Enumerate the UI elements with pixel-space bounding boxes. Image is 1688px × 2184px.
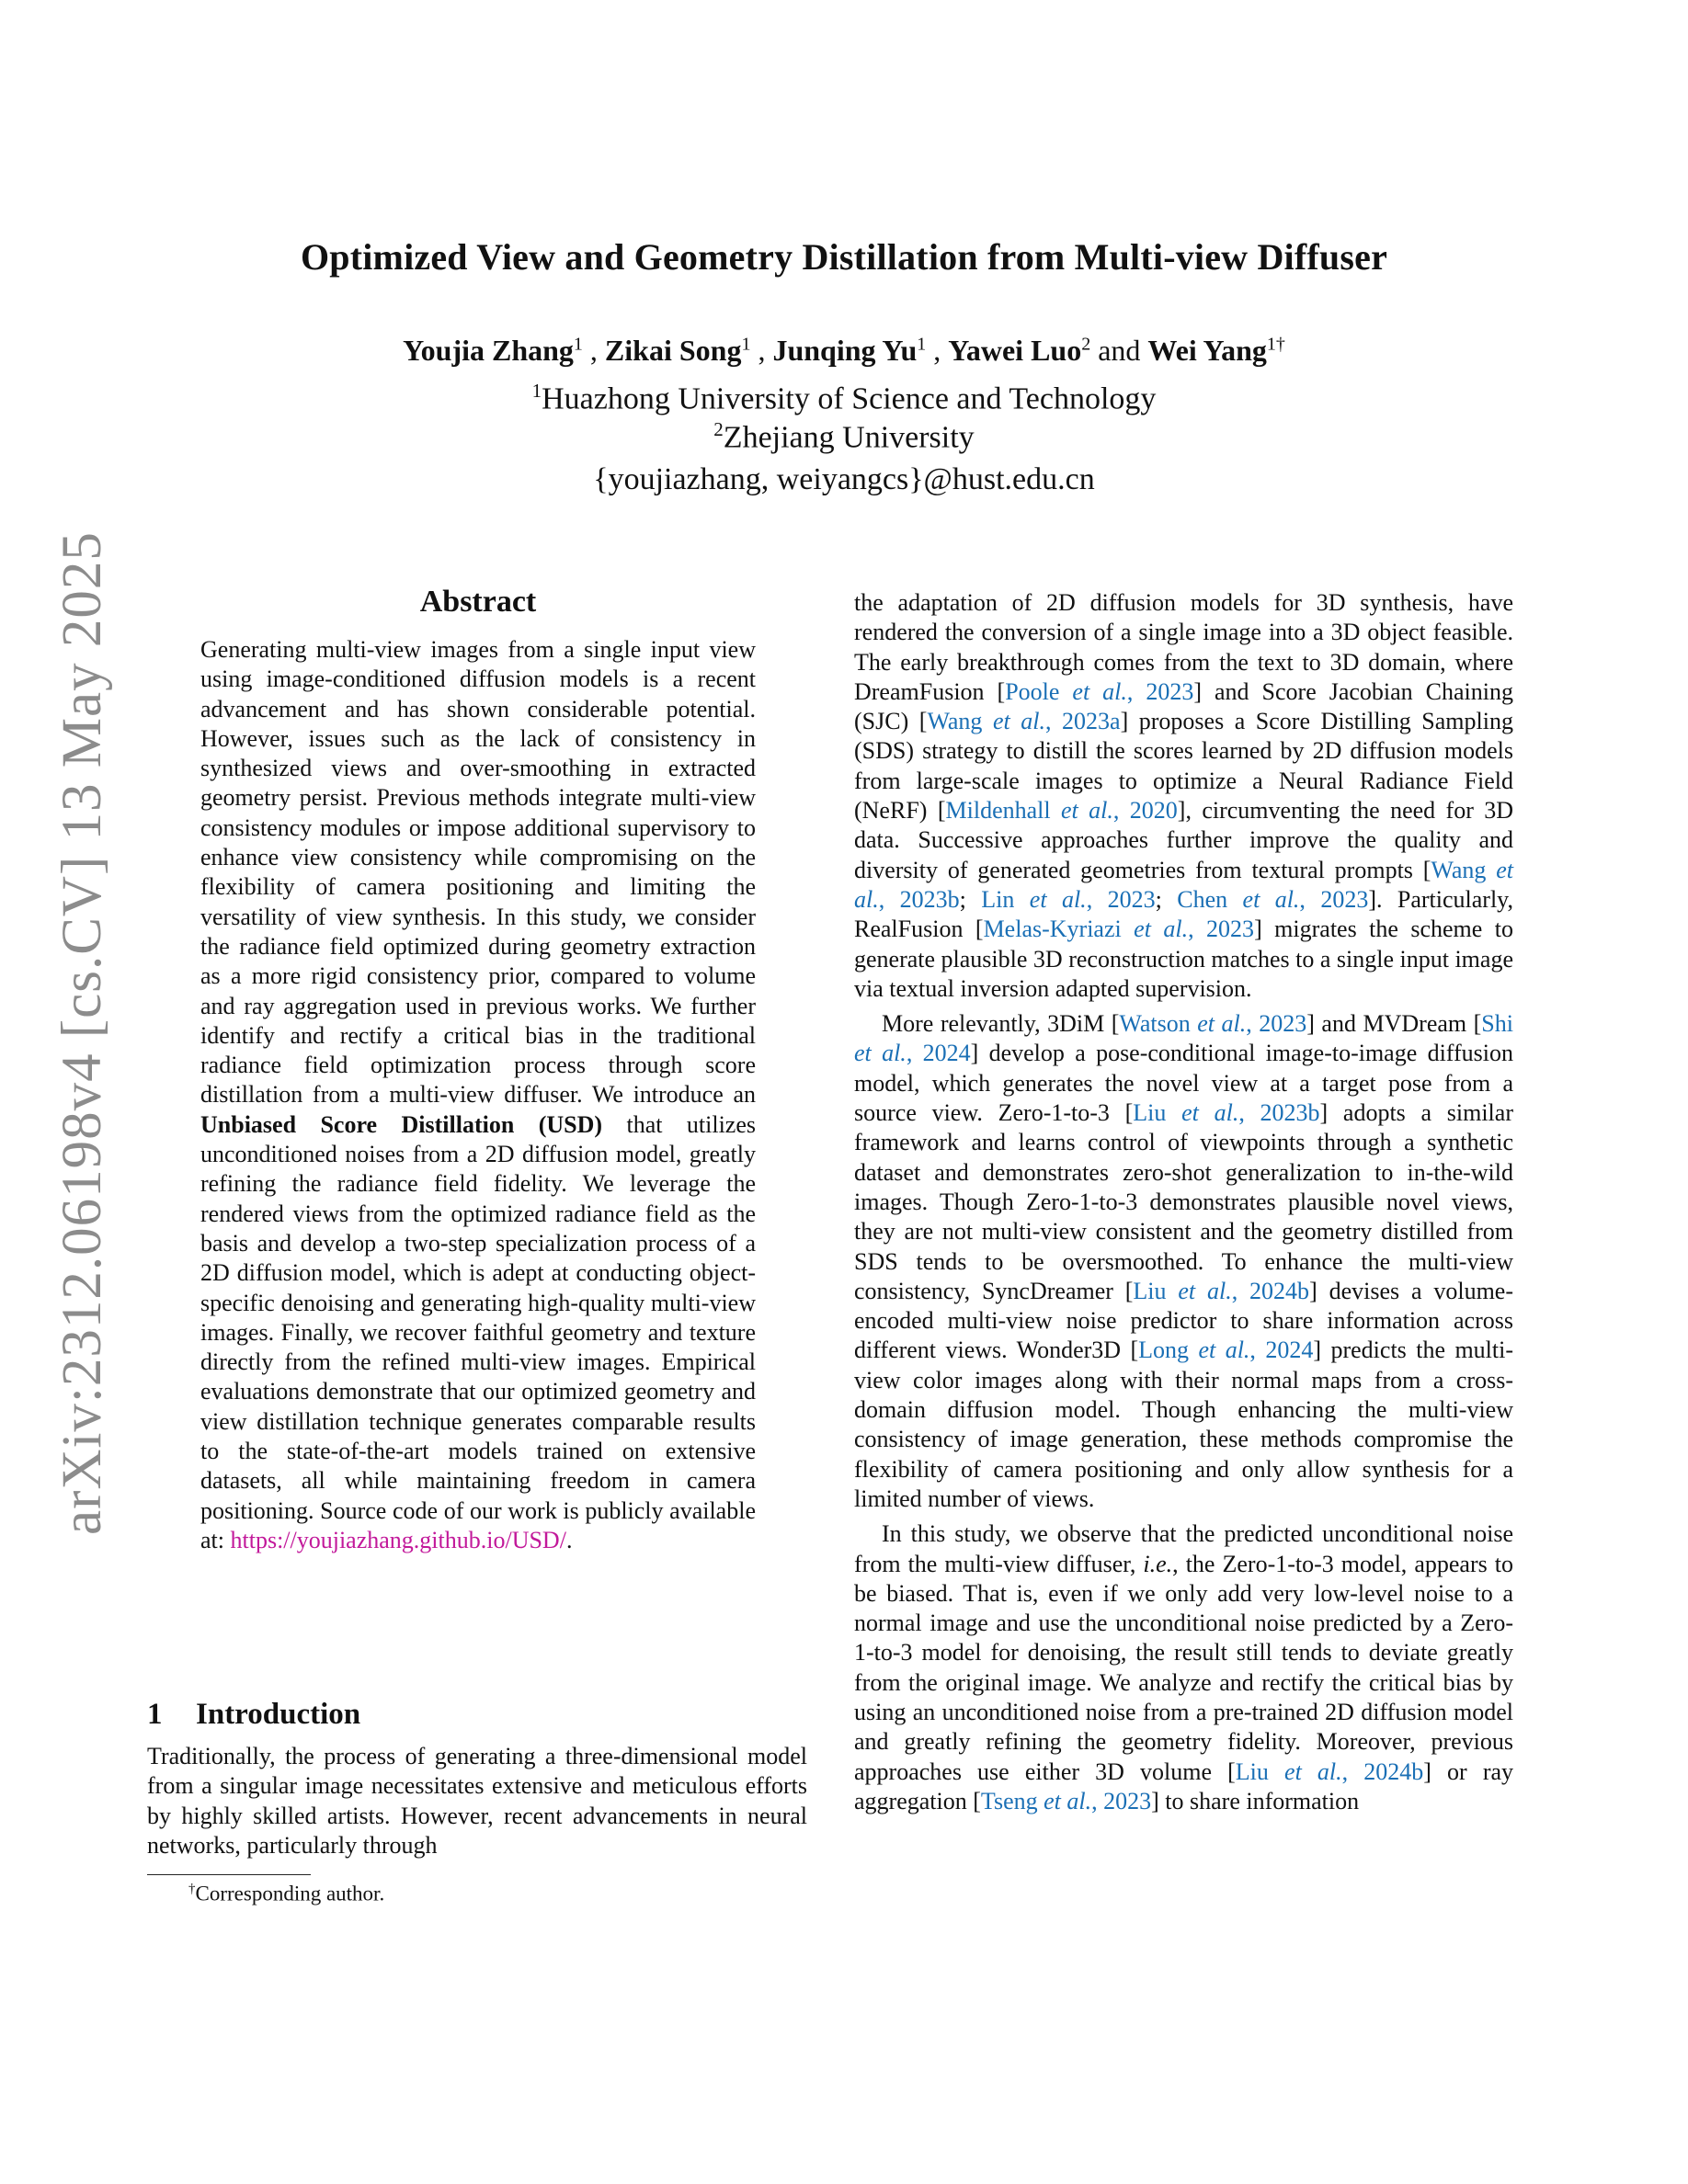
arxiv-identifier: arXiv:2312.06198v4 [cs.CV] 13 May 2025 xyxy=(51,531,113,1535)
abstract-body xyxy=(200,635,756,1555)
author-affiliation-mark: 1 xyxy=(573,334,583,355)
author-name: Zikai Song xyxy=(604,334,742,367)
citation-link[interactable]: et al. xyxy=(1197,1010,1247,1038)
citation-link[interactable]: , 2023 xyxy=(1188,916,1255,943)
citation-link[interactable]: et al. xyxy=(1181,1099,1239,1127)
citation-link[interactable]: , 2023 xyxy=(1126,677,1194,705)
author-name: Wei Yang xyxy=(1147,334,1267,367)
citation-link[interactable]: , 2023b xyxy=(878,885,960,913)
text-run: ] and Score Jacobian Chaining (SJC) [ xyxy=(854,677,1513,735)
affiliation-1-mark: 1 xyxy=(531,380,542,402)
citation-link[interactable]: et al. xyxy=(1061,797,1113,825)
footnote-text: Corresponding author. xyxy=(195,1882,385,1905)
citation-link[interactable]: Liu xyxy=(1133,1099,1182,1127)
right-paragraph-3 xyxy=(854,1519,1513,1816)
text-run: ] and MVDream [ xyxy=(1306,1010,1482,1038)
citation-link[interactable]: , 2023b xyxy=(1238,1099,1320,1127)
citation-link[interactable]: et al. xyxy=(1072,677,1127,705)
citation-link[interactable]: et al. xyxy=(992,708,1045,735)
citation-link[interactable]: , 2023 xyxy=(1091,1787,1152,1814)
introduction-text xyxy=(147,1742,807,1860)
text-run: ] predicts the multi-view color images along with their normal maps from a cross-domain diffusion model. Though enhancing the multi-view consistency of image generation, these methods compromise the flexibility of camera positioning and only allow synthesis for a limited number of views. xyxy=(854,1337,1513,1512)
author-name: Junqing Yu xyxy=(772,334,918,367)
citation-link[interactable]: Watson xyxy=(1119,1010,1198,1038)
affiliation-1-name: Huazhong University of Science and Technology xyxy=(542,381,1157,416)
abstract-paragraph xyxy=(200,635,756,1555)
author-separator: , xyxy=(582,334,605,367)
text-run: ] or ray aggregation [ xyxy=(854,1757,1514,1814)
citation-link[interactable]: , 2023 xyxy=(1246,1010,1307,1038)
section-number: 1 xyxy=(147,1698,163,1731)
author-separator: , xyxy=(750,334,773,367)
section-title: Introduction xyxy=(196,1698,361,1731)
text-run: the adaptation of 2D diffusion models for 3D synthesis, have rendered the conversion of a single image into a 3D object feasible. The early breakthrough comes from the text to 3D domain, where DreamFusion [ xyxy=(854,589,1513,705)
citation-link[interactable]: Liu xyxy=(1133,1277,1179,1304)
abstract-text-part-2: that utilizes unconditioned noises from a 2D diffusion model, greatly refining the radiance field fidelity. We leverage the rendered views from the optimized radiance field as the basis and develop a two-step specialization process of a 2D diffusion model, which is adept at conducting object-specific denoising and generating high-quality multi-view images. Finally, we recover faithful geometry and texture directly from the refined multi-view images. Empirical evaluations demonstrate that our optimized geometry and view distillation technique generates comparable results to the state-of-the-art models trained on extensive datasets, all while maintaining freedom in camera positioning. Source code of our work is publicly available at: xyxy=(200,1110,756,1553)
citation-link[interactable]: , 2024b xyxy=(1231,1277,1310,1304)
citation-link[interactable]: Poole xyxy=(1005,677,1073,705)
citation-link[interactable]: , 2024 xyxy=(906,1040,971,1067)
text-run: ], circumventing the need for 3D data. Successive approaches further improve the quality and diversity of generated geometries from textural prompts [ xyxy=(854,797,1514,883)
author xyxy=(605,334,751,367)
author-name: Yawei Luo xyxy=(948,334,1082,367)
text-run: ] adopts a similar framework and learns control of viewpoints through a synthetic dataset and demonstrates zero-shot generalization to in-the-wild images. Though Zero-1-to-3 demonstrates plausible novel views, they are not multi-view consistent and the geometry distilled from SDS tends to be oversmoothed. To enhance the multi-view consistency, SyncDreamer [ xyxy=(854,1099,1513,1304)
citation-link[interactable]: et al. xyxy=(854,856,1513,913)
citation-link[interactable]: Wang xyxy=(1431,856,1497,883)
citation-link[interactable]: et al. xyxy=(1178,1277,1232,1304)
paper-title: Optimized View and Geometry Distillation from Multi-view Diffuser xyxy=(300,236,1388,278)
right-column xyxy=(854,588,1513,1816)
affiliation-1 xyxy=(147,380,1541,416)
affiliation-2 xyxy=(147,418,1541,455)
introduction-heading xyxy=(147,1698,360,1732)
citation-link[interactable]: Lin xyxy=(981,885,1030,913)
author-separator: , xyxy=(926,334,949,367)
citation-link[interactable]: Wang xyxy=(927,708,993,735)
text-run: ] to share information xyxy=(1151,1787,1360,1814)
author-affiliation-mark: 1 xyxy=(741,334,751,355)
citation-link[interactable]: et al. xyxy=(1242,885,1300,913)
footnote-divider xyxy=(147,1874,311,1875)
author-list xyxy=(147,334,1541,368)
abstract-bold-term: Unbiased Score Distillation (USD) xyxy=(200,1110,603,1138)
citation-link[interactable]: , 2024 xyxy=(1249,1337,1314,1364)
text-run: , the Zero-1-to-3 model, appears to be biased. That is, even if we only add very low-level noise to a normal image and use the unconditional noise predicted by a Zero-1-to-3 model for denoising, the result still tends to deviate greatly from the original image. We analyze and rectify the critical bias by using an unconditioned noise from a pre-trained 2D diffusion model and greatly refining the geometry fidelity. Moreover, previous approaches use either 3D volume [ xyxy=(854,1550,1513,1785)
citation-link[interactable]: et al. xyxy=(1284,1757,1342,1785)
text-run: ; xyxy=(1155,885,1178,913)
citation-link[interactable]: Mildenhall xyxy=(945,797,1061,825)
right-paragraph-2 xyxy=(854,1009,1513,1514)
text-run: In this study, we observe that the predicted unconditional noise from the multi-view diffuser, xyxy=(854,1520,1513,1577)
citation-link[interactable]: et al. xyxy=(1134,916,1189,943)
abstract-heading: Abstract xyxy=(419,585,537,619)
author xyxy=(772,334,926,367)
text-run: More relevantly, 3DiM [ xyxy=(882,1010,1120,1038)
citation-link[interactable]: Chen xyxy=(1177,885,1243,913)
author-affiliation-mark: 1† xyxy=(1266,334,1285,355)
author-name: Youjia Zhang xyxy=(403,334,574,367)
citation-link[interactable]: et al. xyxy=(1198,1337,1250,1364)
citation-link[interactable]: , 2023a xyxy=(1045,708,1121,735)
text-run: ] migrates the scheme to generate plausible 3D reconstruction matches to a single input image via textual inversion adapted supervision. xyxy=(854,916,1513,1002)
citation-link[interactable]: , 2020 xyxy=(1112,797,1178,825)
author-affiliation-mark: 2 xyxy=(1081,334,1091,355)
text-run: ] proposes a Score Distilling Sampling (SDS) strategy to distill the scores learned by 2D diffusion models from large-scale images to optimize a Neural Radiance Field (NeRF) [ xyxy=(854,708,1513,825)
abstract-text-part-1: Generating multi-view images from a single input view using image-conditioned diffusion models is a recent advancement and has shown considerable potential. However, issues such as the lack of consistency in synthesized views and over-smoothing in extracted geometry persist. Previous methods integrate multi-view consistency modules or impose additional supervisory to enhance view consistency while compromising on the flexibility of camera positioning and limiting the versatility of view synthesis. In this study, we consider the radiance field optimized during geometry extraction as a more rigid consistency prior, compared to volume and ray aggregation used in previous works. We further identify and rectify a critical bias in the traditional radiance field optimization process through score distillation from a multi-view diffuser. We introduce an xyxy=(200,636,756,1109)
footnote-mark: † xyxy=(188,1882,196,1896)
author xyxy=(1147,334,1285,367)
affiliation-2-mark: 2 xyxy=(713,418,724,440)
introduction-paragraph: Traditionally, the process of generating a three-dimensional model from a singular image necessitates extensive and meticulous efforts by highly skilled artists. However, recent advancements in neural networks, particularly through xyxy=(147,1743,807,1859)
citation-link[interactable]: , 2023 xyxy=(1086,885,1156,913)
text-run: ] develop a pose-conditional image-to-image diffusion model, which generates the novel view at a target pose from a source view. Zero-1-to-3 [ xyxy=(854,1040,1513,1127)
citation-link[interactable]: et al. xyxy=(1044,1787,1092,1814)
author xyxy=(948,334,1090,367)
source-code-link[interactable]: https://youjiazhang.github.io/USD/ xyxy=(230,1526,566,1553)
citation-link[interactable]: Melas-Kyriazi xyxy=(983,916,1135,943)
citation-link[interactable]: Liu xyxy=(1235,1757,1285,1785)
right-paragraph-1 xyxy=(854,588,1513,1004)
text-run: ] devises a volume-encoded multi-view noise predictor to share information across different views. Wonder3D [ xyxy=(854,1277,1513,1364)
citation-link[interactable]: et al. xyxy=(854,1040,907,1067)
author-conjunction: and xyxy=(1090,334,1148,367)
citation-link[interactable]: Long xyxy=(1138,1337,1199,1364)
italic-text: i.e. xyxy=(1143,1550,1173,1577)
author-affiliation-mark: 1 xyxy=(917,334,927,355)
text-run: ]. Particularly, RealFusion [ xyxy=(854,885,1513,943)
citation-link[interactable]: et al. xyxy=(1029,885,1087,913)
contact-email: {youjiazhang, weiyangcs}@hust.edu.cn xyxy=(593,462,1095,496)
citation-link[interactable]: Shi xyxy=(1481,1010,1513,1038)
affiliation-2-name: Zhejiang University xyxy=(723,420,975,455)
footnote xyxy=(188,1882,384,1906)
author xyxy=(403,334,583,367)
text-run: ; xyxy=(959,885,982,913)
citation-link[interactable]: Tseng xyxy=(980,1787,1044,1814)
abstract-end: . xyxy=(565,1526,573,1553)
citation-link[interactable]: , 2024b xyxy=(1341,1757,1424,1785)
citation-link[interactable]: , 2023 xyxy=(1299,885,1369,913)
